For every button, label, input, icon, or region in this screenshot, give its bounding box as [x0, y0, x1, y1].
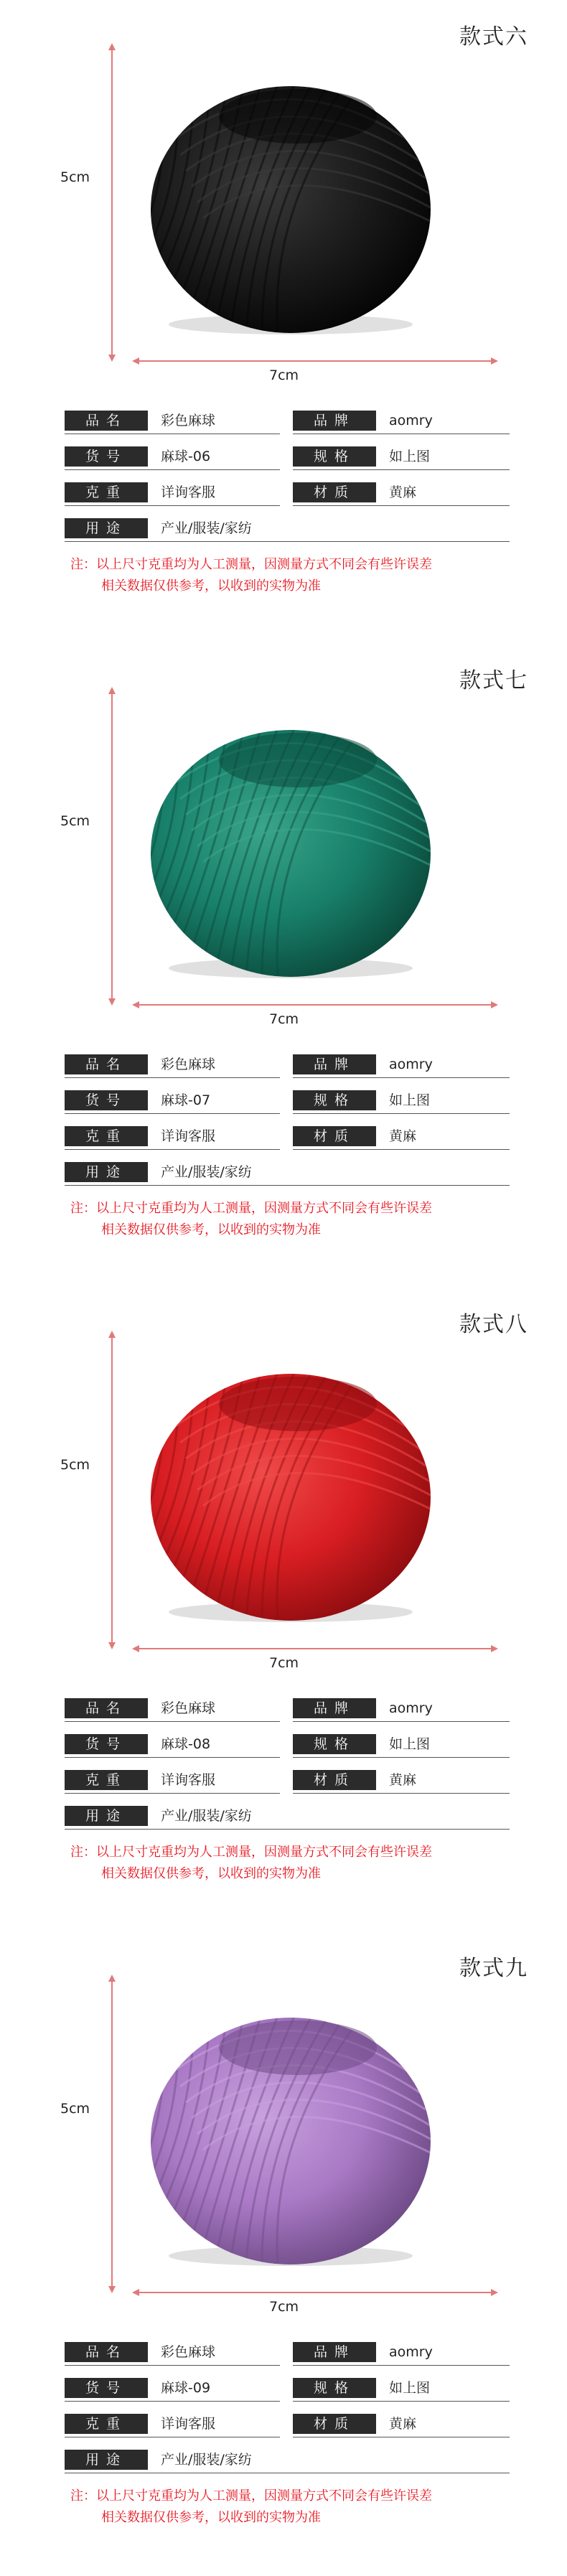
spec-name-value: 彩色麻球: [161, 2344, 216, 2360]
yarn-ball-image: [140, 710, 441, 983]
height-dimension-line: [111, 1976, 113, 2292]
spec-row: [65, 1087, 510, 1113]
spec-brand-label: 品牌: [293, 1698, 376, 1718]
note-line-2: 相关数据仅供参考，以收到的实物为准: [101, 2510, 321, 2525]
spec-code-label: 货号: [65, 1090, 148, 1110]
spec-usage-label: 用途: [65, 518, 148, 538]
spec-code-value: 麻球-09: [161, 2380, 211, 2396]
spec-size-value: 如上图: [389, 449, 431, 464]
spec-row: [65, 2375, 510, 2401]
spec-name-value: 彩色麻球: [161, 1057, 216, 1072]
spec-usage-label: 用途: [65, 1162, 148, 1182]
note-line-2: 相关数据仅供参考，以收到的实物为准: [101, 1866, 321, 1881]
height-dimension-label: 5cm: [60, 169, 90, 185]
spec-row: [65, 1695, 510, 1721]
spec-size-value: 如上图: [389, 1092, 431, 1108]
spec-row: [65, 1731, 510, 1757]
spec-name-value: 彩色麻球: [161, 1700, 216, 1716]
spec-size-label: 规格: [293, 446, 376, 467]
spec-material-value: 黄麻: [389, 2416, 417, 2432]
spec-row: [65, 515, 510, 541]
spec-usage-label: 用途: [65, 1806, 148, 1826]
spec-row: [65, 444, 510, 469]
spec-weight-label: 克重: [65, 2414, 148, 2434]
spec-name-value: 彩色麻球: [161, 413, 216, 428]
spec-brand-label: 品牌: [293, 2342, 376, 2362]
spec-weight-label: 克重: [65, 482, 148, 502]
style-title: 款式九: [459, 1956, 528, 1981]
spec-brand-value: aomry: [389, 1057, 433, 1072]
height-dimension-line: [111, 1332, 113, 1648]
spec-size-value: 如上图: [389, 1736, 431, 1752]
measurement-note: [70, 1842, 515, 1885]
spec-code-value: 麻球-07: [161, 1092, 211, 1108]
spec-weight-value: 详询客服: [161, 1128, 216, 1144]
height-dimension-label: 5cm: [60, 2101, 90, 2117]
product-style-section: [0, 1288, 567, 1931]
measurement-note: [70, 554, 515, 597]
spec-row: [65, 1767, 510, 1793]
spec-row: [65, 408, 510, 434]
spec-name-label: 品名: [65, 1054, 148, 1074]
measurement-note: [70, 1198, 515, 1241]
note-line-1: 注：以上尺寸克重均为人工测量，因测量方式不同会有些许误差: [70, 557, 432, 572]
spec-row: [65, 1052, 510, 1077]
width-dimension-label: 7cm: [269, 367, 299, 383]
style-title: 款式六: [459, 24, 528, 50]
width-dimension-line: [133, 2292, 497, 2293]
spec-brand-value: aomry: [389, 2344, 433, 2360]
note-line-2: 相关数据仅供参考，以收到的实物为准: [101, 1222, 321, 1237]
note-line-1: 注：以上尺寸克重均为人工测量，因测量方式不同会有些许误差: [70, 1845, 432, 1860]
note-line-1: 注：以上尺寸克重均为人工测量，因测量方式不同会有些许误差: [70, 1201, 432, 1216]
spec-usage-value: 产业/服装/家纺: [161, 2452, 252, 2468]
width-dimension-label: 7cm: [269, 1011, 299, 1027]
product-style-section: [0, 0, 567, 644]
spec-code-label: 货号: [65, 2378, 148, 2398]
spec-code-label: 货号: [65, 446, 148, 467]
product-style-section: [0, 644, 567, 1288]
spec-row: [65, 2447, 510, 2473]
spec-row: [65, 1159, 510, 1185]
width-dimension-line: [133, 1648, 497, 1649]
spec-weight-value: 详询客服: [161, 1772, 216, 1788]
yarn-ball-image: [140, 1354, 441, 1626]
spec-material-label: 材质: [293, 1126, 376, 1146]
width-dimension-label: 7cm: [269, 1655, 299, 1671]
spec-usage-label: 用途: [65, 2450, 148, 2470]
spec-name-label: 品名: [65, 1698, 148, 1718]
height-dimension-label: 5cm: [60, 813, 90, 829]
spec-material-label: 材质: [293, 1770, 376, 1790]
width-dimension-line: [133, 360, 497, 362]
yarn-ball-image: [140, 1997, 441, 2270]
width-dimension-line: [133, 1004, 497, 1006]
spec-code-label: 货号: [65, 1734, 148, 1754]
spec-weight-label: 克重: [65, 1770, 148, 1790]
spec-brand-label: 品牌: [293, 411, 376, 431]
spec-usage-value: 产业/服装/家纺: [161, 520, 252, 536]
spec-row: [65, 479, 510, 505]
spec-material-label: 材质: [293, 2414, 376, 2434]
product-style-section: [0, 1931, 567, 2575]
spec-brand-value: aomry: [389, 1700, 433, 1716]
spec-code-value: 麻球-08: [161, 1736, 211, 1752]
spec-brand-label: 品牌: [293, 1054, 376, 1074]
spec-material-value: 黄麻: [389, 1128, 417, 1144]
note-line-1: 注：以上尺寸克重均为人工测量，因测量方式不同会有些许误差: [70, 2488, 432, 2504]
style-title: 款式七: [459, 668, 528, 693]
width-dimension-label: 7cm: [269, 2299, 299, 2315]
height-dimension-line: [111, 688, 113, 1004]
spec-material-value: 黄麻: [389, 1772, 417, 1788]
spec-name-label: 品名: [65, 411, 148, 431]
spec-size-label: 规格: [293, 1734, 376, 1754]
spec-size-label: 规格: [293, 2378, 376, 2398]
spec-weight-label: 克重: [65, 1126, 148, 1146]
spec-row: [65, 2339, 510, 2365]
spec-size-label: 规格: [293, 1090, 376, 1110]
spec-usage-value: 产业/服装/家纺: [161, 1164, 252, 1180]
height-dimension-line: [111, 45, 113, 360]
spec-weight-value: 详询客服: [161, 484, 216, 500]
spec-usage-value: 产业/服装/家纺: [161, 1808, 252, 1824]
measurement-note: [70, 2486, 515, 2529]
spec-material-label: 材质: [293, 482, 376, 502]
spec-row: [65, 2411, 510, 2437]
spec-brand-value: aomry: [389, 413, 433, 428]
height-dimension-label: 5cm: [60, 1457, 90, 1473]
spec-material-value: 黄麻: [389, 484, 417, 500]
yarn-ball-image: [140, 66, 441, 339]
spec-row: [65, 1803, 510, 1829]
note-line-2: 相关数据仅供参考，以收到的实物为准: [101, 579, 321, 594]
spec-row: [65, 1123, 510, 1149]
spec-code-value: 麻球-06: [161, 449, 211, 464]
spec-size-value: 如上图: [389, 2380, 431, 2396]
spec-weight-value: 详询客服: [161, 2416, 216, 2432]
style-title: 款式八: [459, 1312, 528, 1337]
spec-name-label: 品名: [65, 2342, 148, 2362]
